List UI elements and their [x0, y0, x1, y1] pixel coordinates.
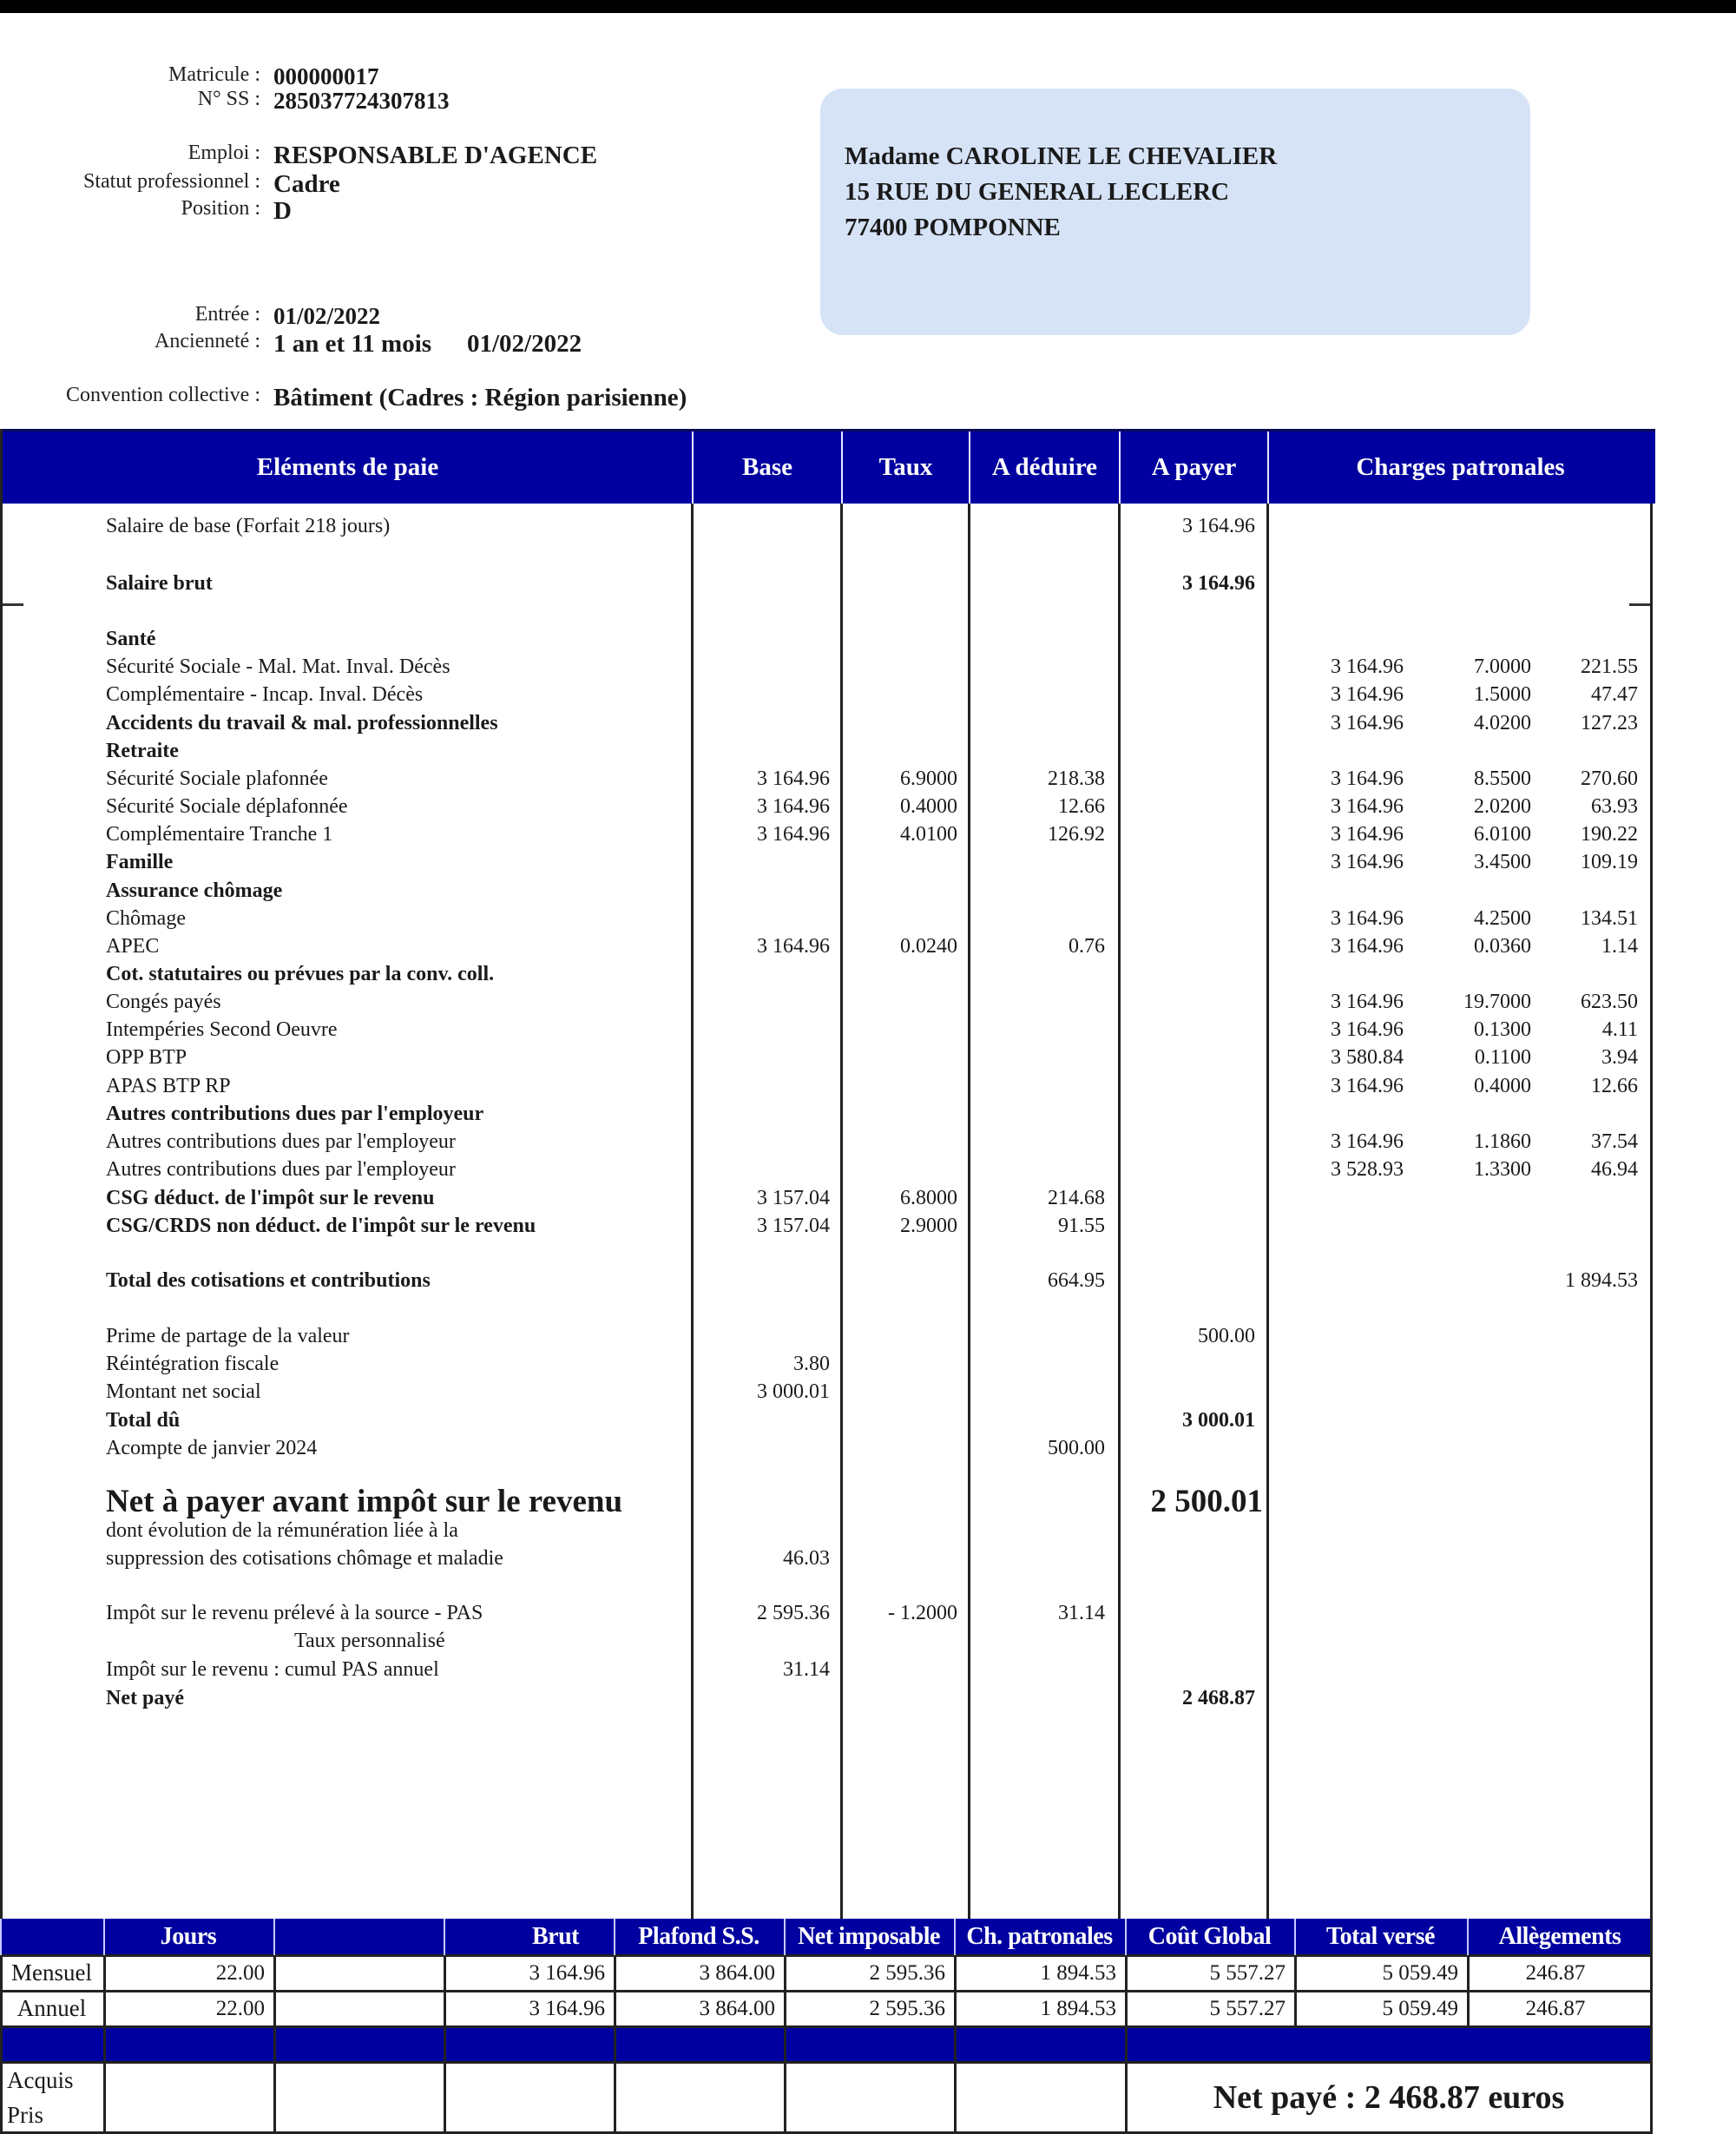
table-row: [3, 1545, 1655, 1572]
charges-taux: 0.1100: [1474, 1046, 1531, 1069]
row-label: OPP BTP: [106, 1046, 187, 1069]
summary-cout-global: 5 557.27: [1209, 1997, 1286, 2020]
summary-row-divider: [0, 1990, 1653, 1992]
summary-header-divider: [1467, 1919, 1469, 1955]
emploi-label: Emploi :: [187, 142, 260, 164]
payer-value: 3 000.01: [1182, 1409, 1255, 1432]
row-label: Impôt sur le revenu prélevé à la source - PAS: [106, 1602, 483, 1624]
row-label: Congés payés: [106, 991, 221, 1013]
emploi-row: [0, 142, 694, 168]
deduire-value: 91.55: [1058, 1215, 1105, 1237]
charges-base: 3 164.96: [1331, 767, 1404, 790]
payer-value: 3 164.96: [1182, 515, 1255, 537]
position-row: [0, 197, 694, 223]
taux-value: 6.8000: [900, 1187, 957, 1209]
row-label: Acompte de janvier 2024: [106, 1437, 318, 1459]
table-row: [3, 1656, 1655, 1683]
table-row: [3, 1156, 1655, 1183]
summary-row-divider: [0, 1954, 1653, 1957]
taux-value: 2.9000: [900, 1215, 957, 1237]
charges-base: 3 164.96: [1331, 683, 1404, 706]
entree-label: Entrée :: [194, 303, 260, 326]
table-row: [3, 793, 1655, 820]
pay-table-header: [3, 429, 1655, 504]
fold-mark-right: [1629, 603, 1650, 606]
statut-row: [0, 170, 694, 196]
anciennete-row: [0, 330, 694, 356]
table-row: [3, 1128, 1655, 1156]
summary-header-divider: [954, 1919, 956, 1955]
summary-ch-patronales: 1 894.53: [1040, 1961, 1116, 1985]
position-value: D: [273, 197, 292, 225]
header-divider: [1267, 431, 1269, 504]
header-payer: A payer: [1151, 453, 1237, 481]
table-row: [3, 737, 1655, 765]
table-row: [3, 820, 1655, 848]
pay-table: [0, 429, 1653, 1919]
summary-header-divider: [784, 1919, 786, 1955]
deduire-value: 0.76: [1069, 935, 1105, 958]
charges-base: 3 528.93: [1331, 1158, 1404, 1181]
row-label: Intempéries Second Oeuvre: [106, 1018, 338, 1041]
table-row: [3, 1406, 1655, 1434]
fold-mark-left: [3, 603, 23, 606]
base-value: 3 164.96: [757, 935, 830, 958]
summary-header-divider: [0, 1919, 2, 1955]
table-row: [3, 709, 1655, 737]
summary-jours: 22.00: [215, 1961, 265, 1985]
deduire-value: 12.66: [1058, 795, 1105, 818]
base-value: 3 000.01: [757, 1380, 830, 1403]
base-value: 2 595.36: [757, 1602, 830, 1624]
summary-col-divider: [1467, 1955, 1470, 2026]
taux-value: 0.0240: [900, 935, 957, 958]
anciennete-value: 1 an et 11 mois: [273, 330, 432, 358]
table-row: [3, 1599, 1655, 1627]
address-box: [820, 89, 1530, 335]
base-value: 3.80: [793, 1353, 830, 1375]
table-row: [3, 1044, 1655, 1071]
summary-net-imposable: 2 595.36: [869, 1997, 945, 2020]
table-row: [3, 1267, 1655, 1294]
table-row: [3, 765, 1655, 793]
summary-col-divider: [103, 1955, 106, 2134]
table-row: [3, 1322, 1655, 1350]
statut-value: Cadre: [273, 170, 340, 198]
charges-taux: 6.0100: [1474, 823, 1531, 846]
header-divider: [692, 431, 694, 504]
charges-base: 3 164.96: [1331, 1018, 1404, 1041]
header-taux: Taux: [878, 453, 933, 481]
table-row: [3, 1184, 1655, 1212]
charges-montant: 270.60: [1581, 767, 1638, 790]
header-allegements: Allègements: [1498, 1923, 1621, 1950]
charges-taux: 7.0000: [1474, 655, 1531, 678]
row-label: Autres contributions dues par l'employeur: [106, 1130, 456, 1153]
charges-base: 3 164.96: [1331, 712, 1404, 734]
charges-taux: 1.1860: [1474, 1130, 1531, 1153]
nss-row: [0, 88, 694, 114]
charges-base: 3 164.96: [1331, 655, 1404, 678]
summary-col-divider: [954, 1955, 957, 2134]
charges-base: 3 164.96: [1331, 991, 1404, 1013]
charges-base: 3 164.96: [1331, 851, 1404, 873]
header-jours: Jours: [160, 1923, 217, 1950]
header-cout-global: Coût Global: [1147, 1923, 1272, 1950]
payer-value: 500.00: [1198, 1325, 1255, 1347]
summary-header-divider: [103, 1919, 105, 1955]
header-plafond: Plafond S.S.: [638, 1923, 760, 1950]
base-value: 46.03: [783, 1547, 830, 1570]
row-label: Famille: [106, 851, 174, 873]
payer-value: 2 468.87: [1182, 1687, 1255, 1709]
charges-taux: 0.0360: [1474, 935, 1531, 958]
charges-montant: 109.19: [1581, 851, 1638, 873]
charges-montant: 221.55: [1581, 655, 1638, 678]
taux-value: 4.0100: [900, 823, 957, 846]
taux-value: 0.4000: [900, 795, 957, 818]
table-row: [3, 681, 1655, 708]
charges-taux: 0.4000: [1474, 1075, 1531, 1097]
summary-col-divider: [784, 1955, 786, 2134]
summary-header-divider: [1125, 1919, 1127, 1955]
summary-allegements: 246.87: [1525, 1997, 1586, 2020]
table-row: [3, 1434, 1655, 1462]
summary-plafond: 3 864.00: [699, 1997, 775, 2020]
charges-base: 3 164.96: [1331, 907, 1404, 930]
header-net-imposable: Net imposable: [798, 1923, 940, 1950]
charges-montant: 63.93: [1591, 795, 1638, 818]
row-label: Complémentaire Tranche 1: [106, 823, 333, 846]
charges-base: 3 164.96: [1331, 795, 1404, 818]
summary-header-divider: [1294, 1919, 1296, 1955]
summary-ch-patronales: 1 894.53: [1040, 1997, 1116, 2020]
deduire-value: 500.00: [1048, 1437, 1105, 1459]
charges-montant: 3.94: [1601, 1046, 1638, 1069]
header-deduire: A déduire: [991, 453, 1098, 481]
row-label: Net payé: [106, 1687, 184, 1709]
row-label: Net à payer avant impôt sur le revenu: [106, 1484, 623, 1519]
charges-montant: 190.22: [1581, 823, 1638, 846]
summary-total-verse: 5 059.49: [1382, 1997, 1458, 2020]
summary-row-label: Mensuel: [11, 1959, 92, 1986]
row-label: Prime de partage de la valeur: [106, 1325, 350, 1347]
row-label: CSG déduct. de l'impôt sur le revenu: [106, 1187, 435, 1209]
charges-taux: 0.1300: [1474, 1018, 1531, 1041]
charges-taux: 8.5500: [1474, 767, 1531, 790]
row-label: Total dû: [106, 1409, 181, 1432]
row-label: Chômage: [106, 907, 186, 930]
matricule-label: Matricule :: [168, 63, 260, 86]
summary-cout-global: 5 557.27: [1209, 1961, 1286, 1985]
address-name: Madame CAROLINE LE CHEVALIER: [845, 142, 1278, 170]
header-elements: Eléments de paie: [256, 453, 439, 481]
convention-label: Convention collective :: [66, 384, 260, 406]
table-row: [3, 512, 1655, 540]
charges-taux: 19.7000: [1463, 991, 1531, 1013]
table-row: [3, 877, 1655, 905]
deduire-value: 31.14: [1058, 1602, 1105, 1624]
anciennete-date: 01/02/2022: [467, 330, 582, 358]
convention-row: [0, 384, 868, 410]
table-row: [3, 848, 1655, 876]
header-total-verse: Total versé: [1326, 1923, 1435, 1950]
table-row: [3, 1212, 1655, 1240]
table-row: [3, 1100, 1655, 1128]
table-row: [3, 1484, 1655, 1519]
table-row: [3, 1684, 1655, 1712]
charges-montant: 37.54: [1591, 1130, 1638, 1153]
base-value: 3 164.96: [757, 795, 830, 818]
header-brut: Brut: [532, 1923, 579, 1950]
row-label: Salaire de base (Forfait 218 jours): [106, 515, 391, 537]
charges-taux: 1.5000: [1474, 683, 1531, 706]
summary-table: [0, 1919, 1653, 2134]
taux-value: 6.9000: [900, 767, 957, 790]
header-ch-patronales: Ch. patronales: [966, 1923, 1113, 1950]
charges-montant: 46.94: [1591, 1158, 1638, 1181]
charges-base: 3 580.84: [1331, 1046, 1404, 1069]
header-base: Base: [742, 453, 792, 481]
row-label: Autres contributions dues par l'employeur: [106, 1158, 456, 1181]
statut-label: Statut professionnel :: [83, 170, 260, 193]
base-value: 3 157.04: [757, 1187, 830, 1209]
header-charges: Charges patronales: [1356, 453, 1565, 481]
summary-col-divider: [444, 1955, 446, 2134]
deduire-value: 664.95: [1048, 1269, 1105, 1292]
charges-montant: 127.23: [1581, 712, 1638, 734]
summary-header-divider: [614, 1919, 615, 1955]
row-label: Cot. statutaires ou prévues par la conv. coll.: [106, 963, 495, 985]
row-label: Accidents du travail & mal. professionnelles: [106, 712, 498, 734]
summary-header-divider: [273, 1919, 275, 1955]
row-label: Retraite: [106, 740, 179, 762]
row-label: Sécurité Sociale déplafonnée: [106, 795, 348, 818]
matricule-row: [0, 63, 694, 89]
row-label: APEC: [106, 935, 160, 958]
convention-value: Bâtiment (Cadres : Région parisienne): [273, 384, 687, 412]
summary-allegements: 246.87: [1525, 1961, 1586, 1985]
summary-brut: 3 164.96: [529, 1997, 605, 2020]
header-blank: [0, 1919, 103, 1955]
table-row: [3, 1517, 1655, 1545]
matricule-value: 000000017: [273, 63, 379, 89]
charges-taux: 4.0200: [1474, 712, 1531, 734]
row-label: CSG/CRDS non déduct. de l'impôt sur le revenu: [106, 1215, 536, 1237]
row-label: dont évolution de la rémunération liée à la: [106, 1519, 458, 1542]
address-city: 77400 POMPONNE: [845, 214, 1061, 241]
summary-brut: 3 164.96: [529, 1961, 605, 1985]
row-label: Sécurité Sociale - Mal. Mat. Inval. Décès: [106, 655, 450, 678]
row-label: Santé: [106, 628, 156, 650]
row-label: Total des cotisations et contributions: [106, 1269, 431, 1292]
base-value: 3 157.04: [757, 1215, 830, 1237]
summary-net-imposable: 2 595.36: [869, 1961, 945, 1985]
charges-taux: 2.0200: [1474, 795, 1531, 818]
header-divider: [1119, 431, 1121, 504]
table-row: [3, 625, 1655, 653]
charges-taux: 1.3300: [1474, 1158, 1531, 1181]
table-row: [3, 1072, 1655, 1100]
row-label: suppression des cotisations chômage et maladie: [106, 1547, 503, 1570]
header-blank: [273, 1919, 444, 1955]
charges-montant: 12.66: [1591, 1075, 1638, 1097]
summary-plafond: 3 864.00: [699, 1961, 775, 1985]
table-row: [3, 905, 1655, 932]
top-bar: [0, 0, 1736, 13]
row-label: Complémentaire - Incap. Inval. Décès: [106, 683, 424, 706]
summary-row-divider: [0, 2025, 1653, 2028]
charges-base: 3 164.96: [1331, 823, 1404, 846]
acquis-label: Acquis: [7, 2067, 74, 2093]
table-row: [3, 653, 1655, 681]
charges-base: 3 164.96: [1331, 1130, 1404, 1153]
charges-base: 3 164.96: [1331, 1075, 1404, 1097]
summary-col-divider: [273, 1955, 276, 2134]
charges-montant: 4.11: [1601, 1018, 1638, 1041]
header-divider: [841, 431, 843, 504]
deduire-value: 126.92: [1048, 823, 1105, 846]
row-label: APAS BTP RP: [106, 1075, 231, 1097]
nss-value: 285037724307813: [273, 88, 450, 114]
summary-header-divider: [444, 1919, 445, 1955]
row-label: Sécurité Sociale plafonnée: [106, 767, 328, 790]
payer-value: 2 500.01: [1150, 1484, 1263, 1519]
header-divider: [969, 431, 970, 504]
summary-row-label: Annuel: [16, 1995, 87, 2021]
table-row: [3, 1016, 1655, 1044]
row-label: Assurance chômage: [106, 879, 283, 902]
base-value: 3 164.96: [757, 767, 830, 790]
summary-jours: 22.00: [215, 1997, 265, 2020]
payer-value: 3 164.96: [1182, 572, 1255, 595]
charges-taux: 4.2500: [1474, 907, 1531, 930]
table-row: [3, 570, 1655, 597]
row-label: Réintégration fiscale: [106, 1353, 279, 1375]
nss-label: N° SS :: [197, 88, 260, 110]
table-row: [3, 988, 1655, 1016]
emploi-value: RESPONSABLE D'AGENCE: [273, 142, 598, 169]
summary-blue-band: [0, 2026, 1653, 2062]
row-label: Impôt sur le revenu : cumul PAS annuel: [106, 1658, 439, 1681]
pris-label: Pris: [7, 2102, 44, 2128]
charges-montant: 134.51: [1581, 907, 1638, 930]
table-row: [3, 1627, 1655, 1655]
base-value: 31.14: [783, 1658, 830, 1681]
deduire-value: 214.68: [1048, 1187, 1105, 1209]
base-value: 3 164.96: [757, 823, 830, 846]
table-row: [3, 960, 1655, 988]
table-row: [3, 1350, 1655, 1378]
charges-montant: 623.50: [1581, 991, 1638, 1013]
charges-taux: 3.4500: [1474, 851, 1531, 873]
charges-montant: 47.47: [1591, 683, 1638, 706]
address-street: 15 RUE DU GENERAL LECLERC: [845, 178, 1230, 206]
anciennete-label: Ancienneté :: [155, 330, 260, 352]
summary-col-divider: [614, 1955, 616, 2134]
row-label: Autres contributions dues par l'employeur: [106, 1103, 484, 1125]
position-label: Position :: [181, 197, 260, 220]
row-label: Salaire brut: [106, 572, 213, 595]
summary-total-verse: 5 059.49: [1382, 1961, 1458, 1985]
summary-col-divider: [1294, 1955, 1297, 2026]
summary-col-divider: [0, 1955, 3, 2134]
charges-base: 3 164.96: [1331, 935, 1404, 958]
net-paye-total: Net payé : 2 468.87 euros: [1213, 2079, 1565, 2116]
charges-montant: 1 894.53: [1565, 1269, 1638, 1292]
entree-value: 01/02/2022: [273, 303, 381, 329]
table-row: [3, 1378, 1655, 1406]
deduire-value: 218.38: [1048, 767, 1105, 790]
table-row: [3, 932, 1655, 960]
row-label: Montant net social: [106, 1380, 261, 1403]
charges-montant: 1.14: [1601, 935, 1638, 958]
entree-row: [0, 303, 694, 329]
row-sublabel: Taux personnalisé: [294, 1630, 445, 1652]
taux-value: - 1.2000: [888, 1602, 957, 1624]
